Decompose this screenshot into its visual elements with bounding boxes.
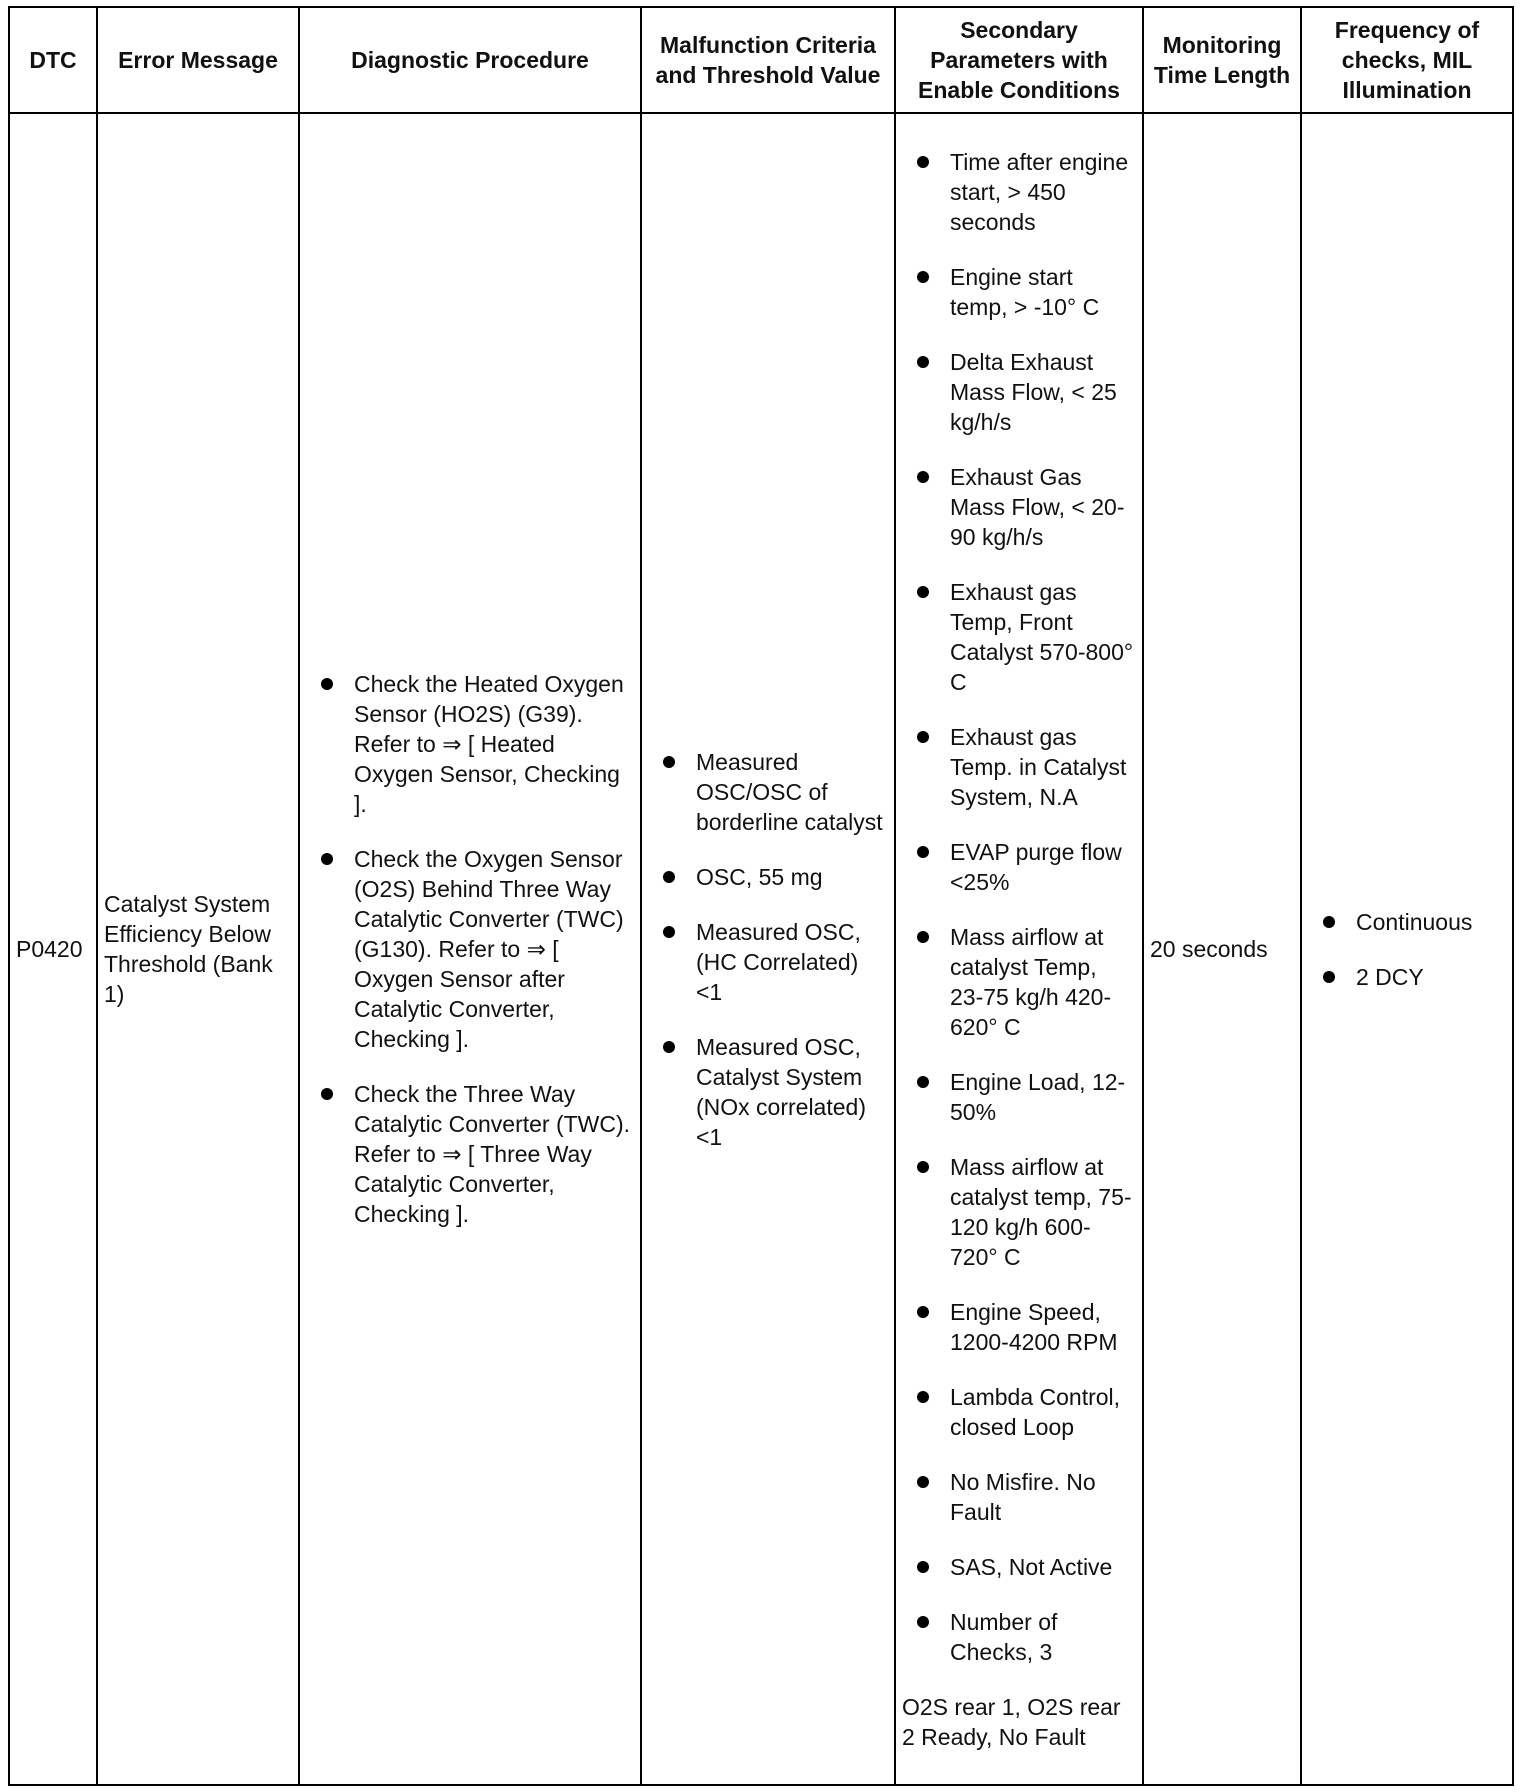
dtc-code: P0420: [9, 113, 97, 1785]
header-monitoring-time: Monitoring Time Length: [1143, 7, 1301, 113]
list-item-text: Exhaust gas Temp, Front Catalyst 570-800° C: [950, 578, 1134, 695]
bullet-icon: [1323, 916, 1335, 928]
list-item: [648, 917, 888, 1007]
diagnostic-procedure-list: [306, 669, 634, 1229]
bullet-icon: [917, 846, 929, 858]
bullet-icon: [917, 931, 929, 943]
list-item-text: Measured OSC, (HC Correlated) <1: [696, 918, 861, 1005]
bullet-icon: [917, 1076, 929, 1088]
list-item-text: 2 DCY: [1356, 963, 1424, 990]
error-message: Catalyst System Efficiency Below Threshold (Bank 1): [97, 113, 299, 1785]
frequency-list: [1308, 907, 1506, 992]
malfunction-criteria-list: [648, 747, 888, 1152]
list-item-text: Check the Heated Oxygen Sensor (HO2S) (G39). Refer to ⇒ [ Heated Oxygen Sensor, Checking ].: [354, 671, 624, 817]
bullet-icon: [917, 1476, 929, 1488]
list-item-text: Measured OSC, Catalyst System (NOx correlated) <1: [696, 1033, 866, 1150]
list-item-text: Continuous: [1356, 908, 1473, 935]
list-item: [902, 722, 1136, 812]
list-item: [902, 1382, 1136, 1442]
monitoring-time: 20 seconds: [1143, 113, 1301, 1785]
list-item-text: Exhaust Gas Mass Flow, < 20-90 kg/h/s: [950, 463, 1125, 550]
header-malfunction-criteria: Malfunction Criteria and Threshold Value: [641, 7, 895, 113]
list-item-text: Measured OSC/OSC of borderline catalyst: [696, 748, 883, 835]
list-item: [902, 262, 1136, 322]
list-item: [902, 147, 1136, 237]
bullet-icon: [917, 731, 929, 743]
bullet-icon: [663, 871, 675, 883]
list-item: [902, 577, 1136, 697]
list-item-text: Engine Load, 12-50%: [950, 1068, 1126, 1125]
bullet-icon: [917, 1391, 929, 1403]
table-row: [9, 113, 1513, 1785]
header-frequency: Frequency of checks, MIL Illumination: [1301, 7, 1513, 113]
list-item-text: Time after engine start, > 450 seconds: [950, 148, 1129, 235]
frequency-cell: [1301, 113, 1513, 1785]
list-item: [902, 1067, 1136, 1127]
list-item: [902, 1607, 1136, 1667]
dtc-table-frame: [8, 6, 1512, 1786]
header-error-message: Error Message: [97, 7, 299, 113]
bullet-icon: [917, 271, 929, 283]
malfunction-criteria-cell: [641, 113, 895, 1785]
list-item-text: Check the Three Way Catalytic Converter (TWC). Refer to ⇒ [ Three Way Catalytic Converter, Checking ].: [354, 1081, 631, 1227]
list-item-text: Mass airflow at catalyst temp, 75-120 kg/h 600-720° C: [950, 1153, 1132, 1270]
list-item: [1308, 962, 1506, 992]
list-item-text: OSC, 55 mg: [696, 863, 823, 890]
bullet-icon: [917, 1561, 929, 1573]
diagnostic-procedure-cell: [299, 113, 641, 1785]
bullet-icon: [321, 853, 333, 865]
bullet-icon: [663, 1041, 675, 1053]
list-item-text: SAS, Not Active: [950, 1553, 1113, 1580]
bullet-icon: [917, 1306, 929, 1318]
bullet-icon: [917, 471, 929, 483]
bullet-icon: [917, 586, 929, 598]
bullet-icon: [663, 756, 675, 768]
list-item-text: Mass airflow at catalyst Temp, 23-75 kg/h 420-620° C: [950, 923, 1112, 1040]
bullet-icon: [917, 1161, 929, 1173]
list-item: [306, 669, 634, 819]
header-secondary-parameters: Secondary Parameters with Enable Conditions: [895, 7, 1143, 113]
bullet-icon: [321, 678, 333, 690]
list-item-text: Lambda Control, closed Loop: [950, 1383, 1121, 1440]
bullet-icon: [321, 1088, 333, 1100]
dtc-table: [8, 6, 1514, 1786]
list-item: [902, 1552, 1136, 1582]
list-item: [902, 1467, 1136, 1527]
bullet-icon: [917, 356, 929, 368]
list-item: [902, 347, 1136, 437]
secondary-parameters-list: [902, 147, 1136, 1667]
header-row: [9, 7, 1513, 113]
list-item: [648, 747, 888, 837]
list-item: [902, 1152, 1136, 1272]
list-item: [902, 922, 1136, 1042]
secondary-note: O2S rear 1, O2S rear 2 Ready, No Fault: [902, 1693, 1121, 1750]
list-item: [902, 462, 1136, 552]
bullet-icon: [917, 156, 929, 168]
list-item-text: Delta Exhaust Mass Flow, < 25 kg/h/s: [950, 348, 1117, 435]
bullet-icon: [917, 1616, 929, 1628]
list-item-text: Exhaust gas Temp. in Catalyst System, N.A: [950, 723, 1127, 810]
list-item-text: Engine Speed, 1200-4200 RPM: [950, 1298, 1118, 1355]
list-item: [648, 862, 888, 892]
header-diagnostic-procedure: Diagnostic Procedure: [299, 7, 641, 113]
list-item: [902, 1297, 1136, 1357]
list-item: [306, 1079, 634, 1229]
list-item-text: Number of Checks, 3: [950, 1608, 1058, 1665]
list-item-text: No Misfire. No Fault: [950, 1468, 1096, 1525]
list-item-text: Check the Oxygen Sensor (O2S) Behind Three Way Catalytic Converter (TWC) (G130). Refer to ⇒ [ Oxygen Sensor after Catalytic Converter, Checking ].: [354, 846, 624, 1052]
header-dtc: DTC: [9, 7, 97, 113]
list-item: [306, 844, 634, 1054]
bullet-icon: [663, 926, 675, 938]
secondary-parameters-cell: [895, 113, 1143, 1785]
list-item: [648, 1032, 888, 1152]
list-item: [1308, 907, 1506, 937]
list-item: [902, 837, 1136, 897]
bullet-icon: [1323, 971, 1335, 983]
list-item-text: EVAP purge flow <25%: [950, 838, 1122, 895]
list-item-text: Engine start temp, > -10° C: [950, 263, 1100, 320]
